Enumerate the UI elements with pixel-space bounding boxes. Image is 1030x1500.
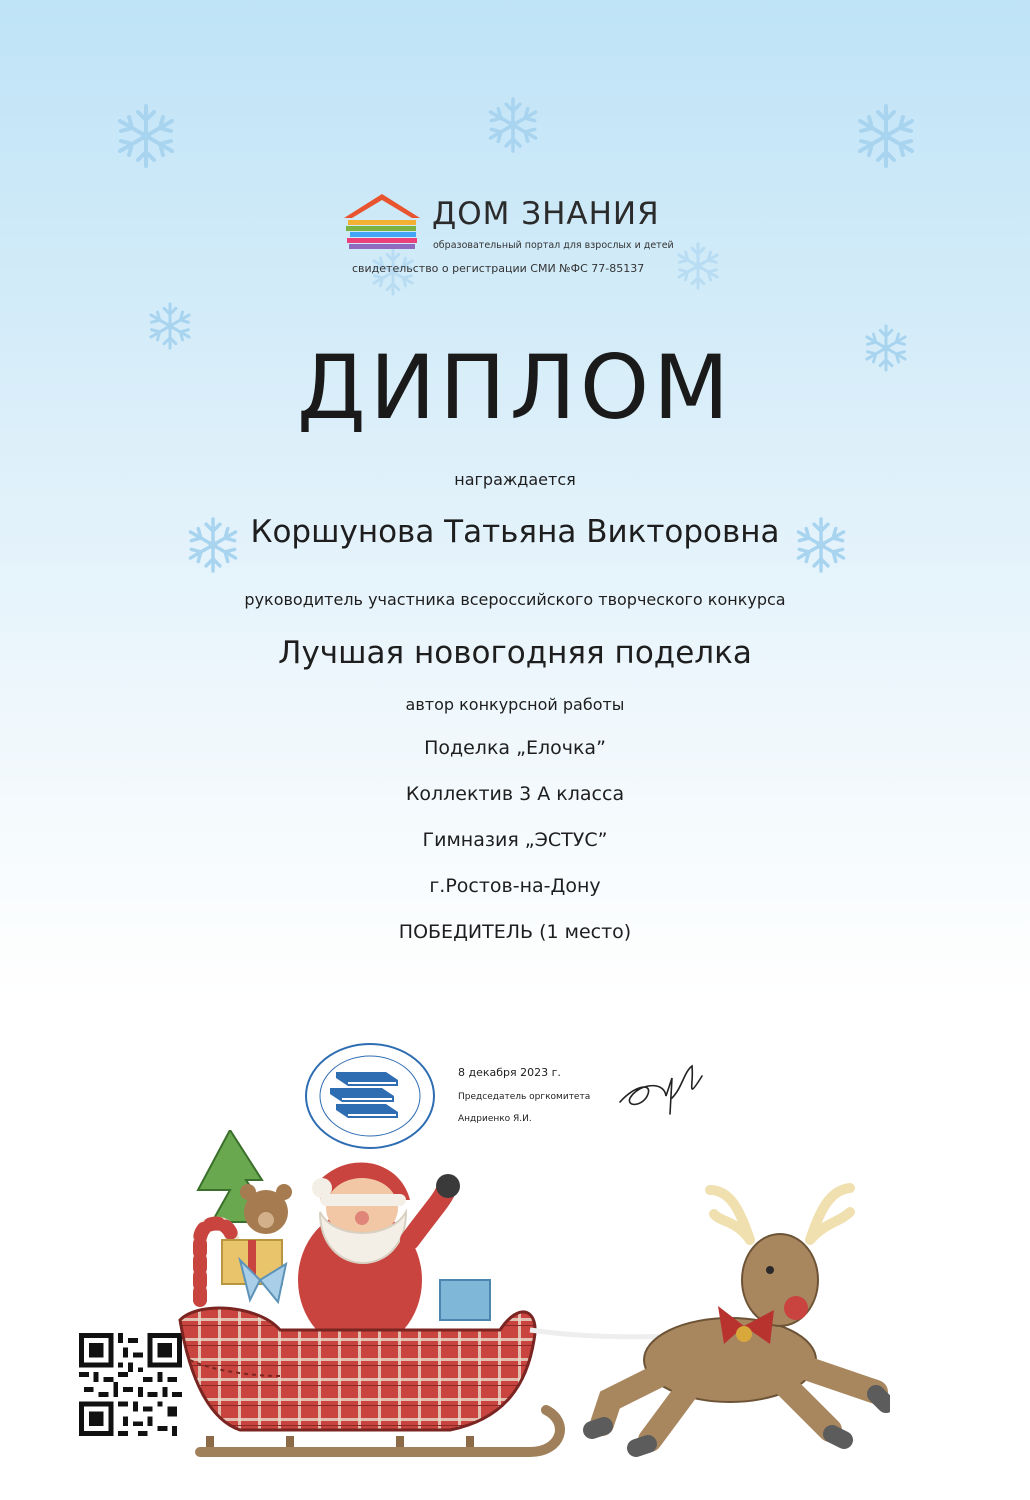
snowflake-icon <box>108 98 184 174</box>
recipient-role: руководитель участника всероссийского творческого конкурса <box>244 590 786 609</box>
contest-name: Лучшая новогодняя поделка <box>278 635 752 671</box>
team-name: Коллектив 3 А класса <box>405 783 625 805</box>
registration-text: свидетельство о регистрации СМИ №ФС 77-85137 <box>352 262 645 275</box>
snowflake-icon <box>670 238 726 294</box>
brand-subtitle: образовательный портал для взрослых и детей <box>433 240 674 251</box>
author-label: автор конкурсной работы <box>405 695 625 714</box>
chair-name: Андриенко Я.И. <box>458 1114 532 1124</box>
snowflake-icon <box>848 98 924 174</box>
santa-sleigh-reindeer-illustration <box>170 1130 890 1470</box>
snowflake-icon <box>480 92 546 158</box>
signature <box>612 1058 712 1132</box>
award-place: ПОБЕДИТЕЛЬ (1 место) <box>398 921 632 943</box>
chair-title: Председатель оргкомитета <box>458 1092 591 1102</box>
diploma-title: ДИПЛОМ <box>296 336 734 439</box>
city-name: г.Ростов-на-Дону <box>429 875 601 897</box>
award-date: 8 декабря 2023 г. <box>458 1066 561 1079</box>
school-name: Гимназия „ЭСТУС” <box>422 829 608 851</box>
brand-name: ДОМ ЗНАНИЯ <box>432 196 660 232</box>
awarded-label: награждается <box>454 470 576 489</box>
recipient-name: Коршунова Татьяна Викторовна <box>250 514 780 550</box>
work-title: Поделка „Елочка” <box>424 737 606 759</box>
house-books-logo <box>342 192 422 252</box>
qr-code <box>79 1333 182 1436</box>
